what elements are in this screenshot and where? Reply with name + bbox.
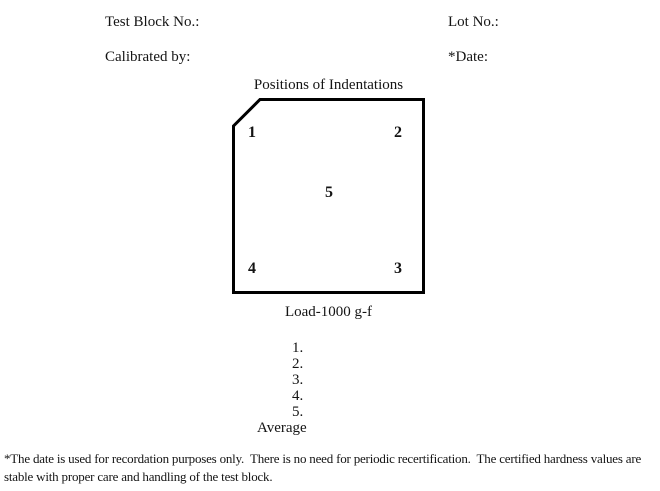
load-label: Load-1000 g-f [284, 304, 373, 320]
indentation-position-5: 5 [325, 184, 333, 201]
footnote-text: *The date is used for recordation purposes only. There is no need for periodic recertification. The certified hardness values are stable with proper care and handling of the test block. [4, 451, 645, 484]
reading-row-3: 3. [292, 372, 304, 388]
reading-row-4: 4. [292, 388, 304, 404]
lot-no-label: Lot No.: [448, 14, 499, 30]
average-label: Average [257, 420, 307, 436]
test-block-no-label: Test Block No.: [105, 14, 200, 30]
diagram-title: Positions of Indentations [253, 77, 404, 93]
test-block-diagram [232, 98, 425, 294]
reading-row-1: 1. [292, 340, 304, 356]
indentation-position-2: 2 [394, 124, 402, 141]
date-label: *Date: [448, 49, 488, 65]
calibrated-by-label: Calibrated by: [105, 49, 191, 65]
readings-list [257, 340, 307, 436]
reading-row-5: 5. [292, 404, 304, 420]
indentation-position-4: 4 [248, 260, 256, 277]
indentation-position-1: 1 [248, 124, 256, 141]
reading-row-2: 2. [292, 356, 304, 372]
indentation-position-3: 3 [394, 260, 402, 277]
